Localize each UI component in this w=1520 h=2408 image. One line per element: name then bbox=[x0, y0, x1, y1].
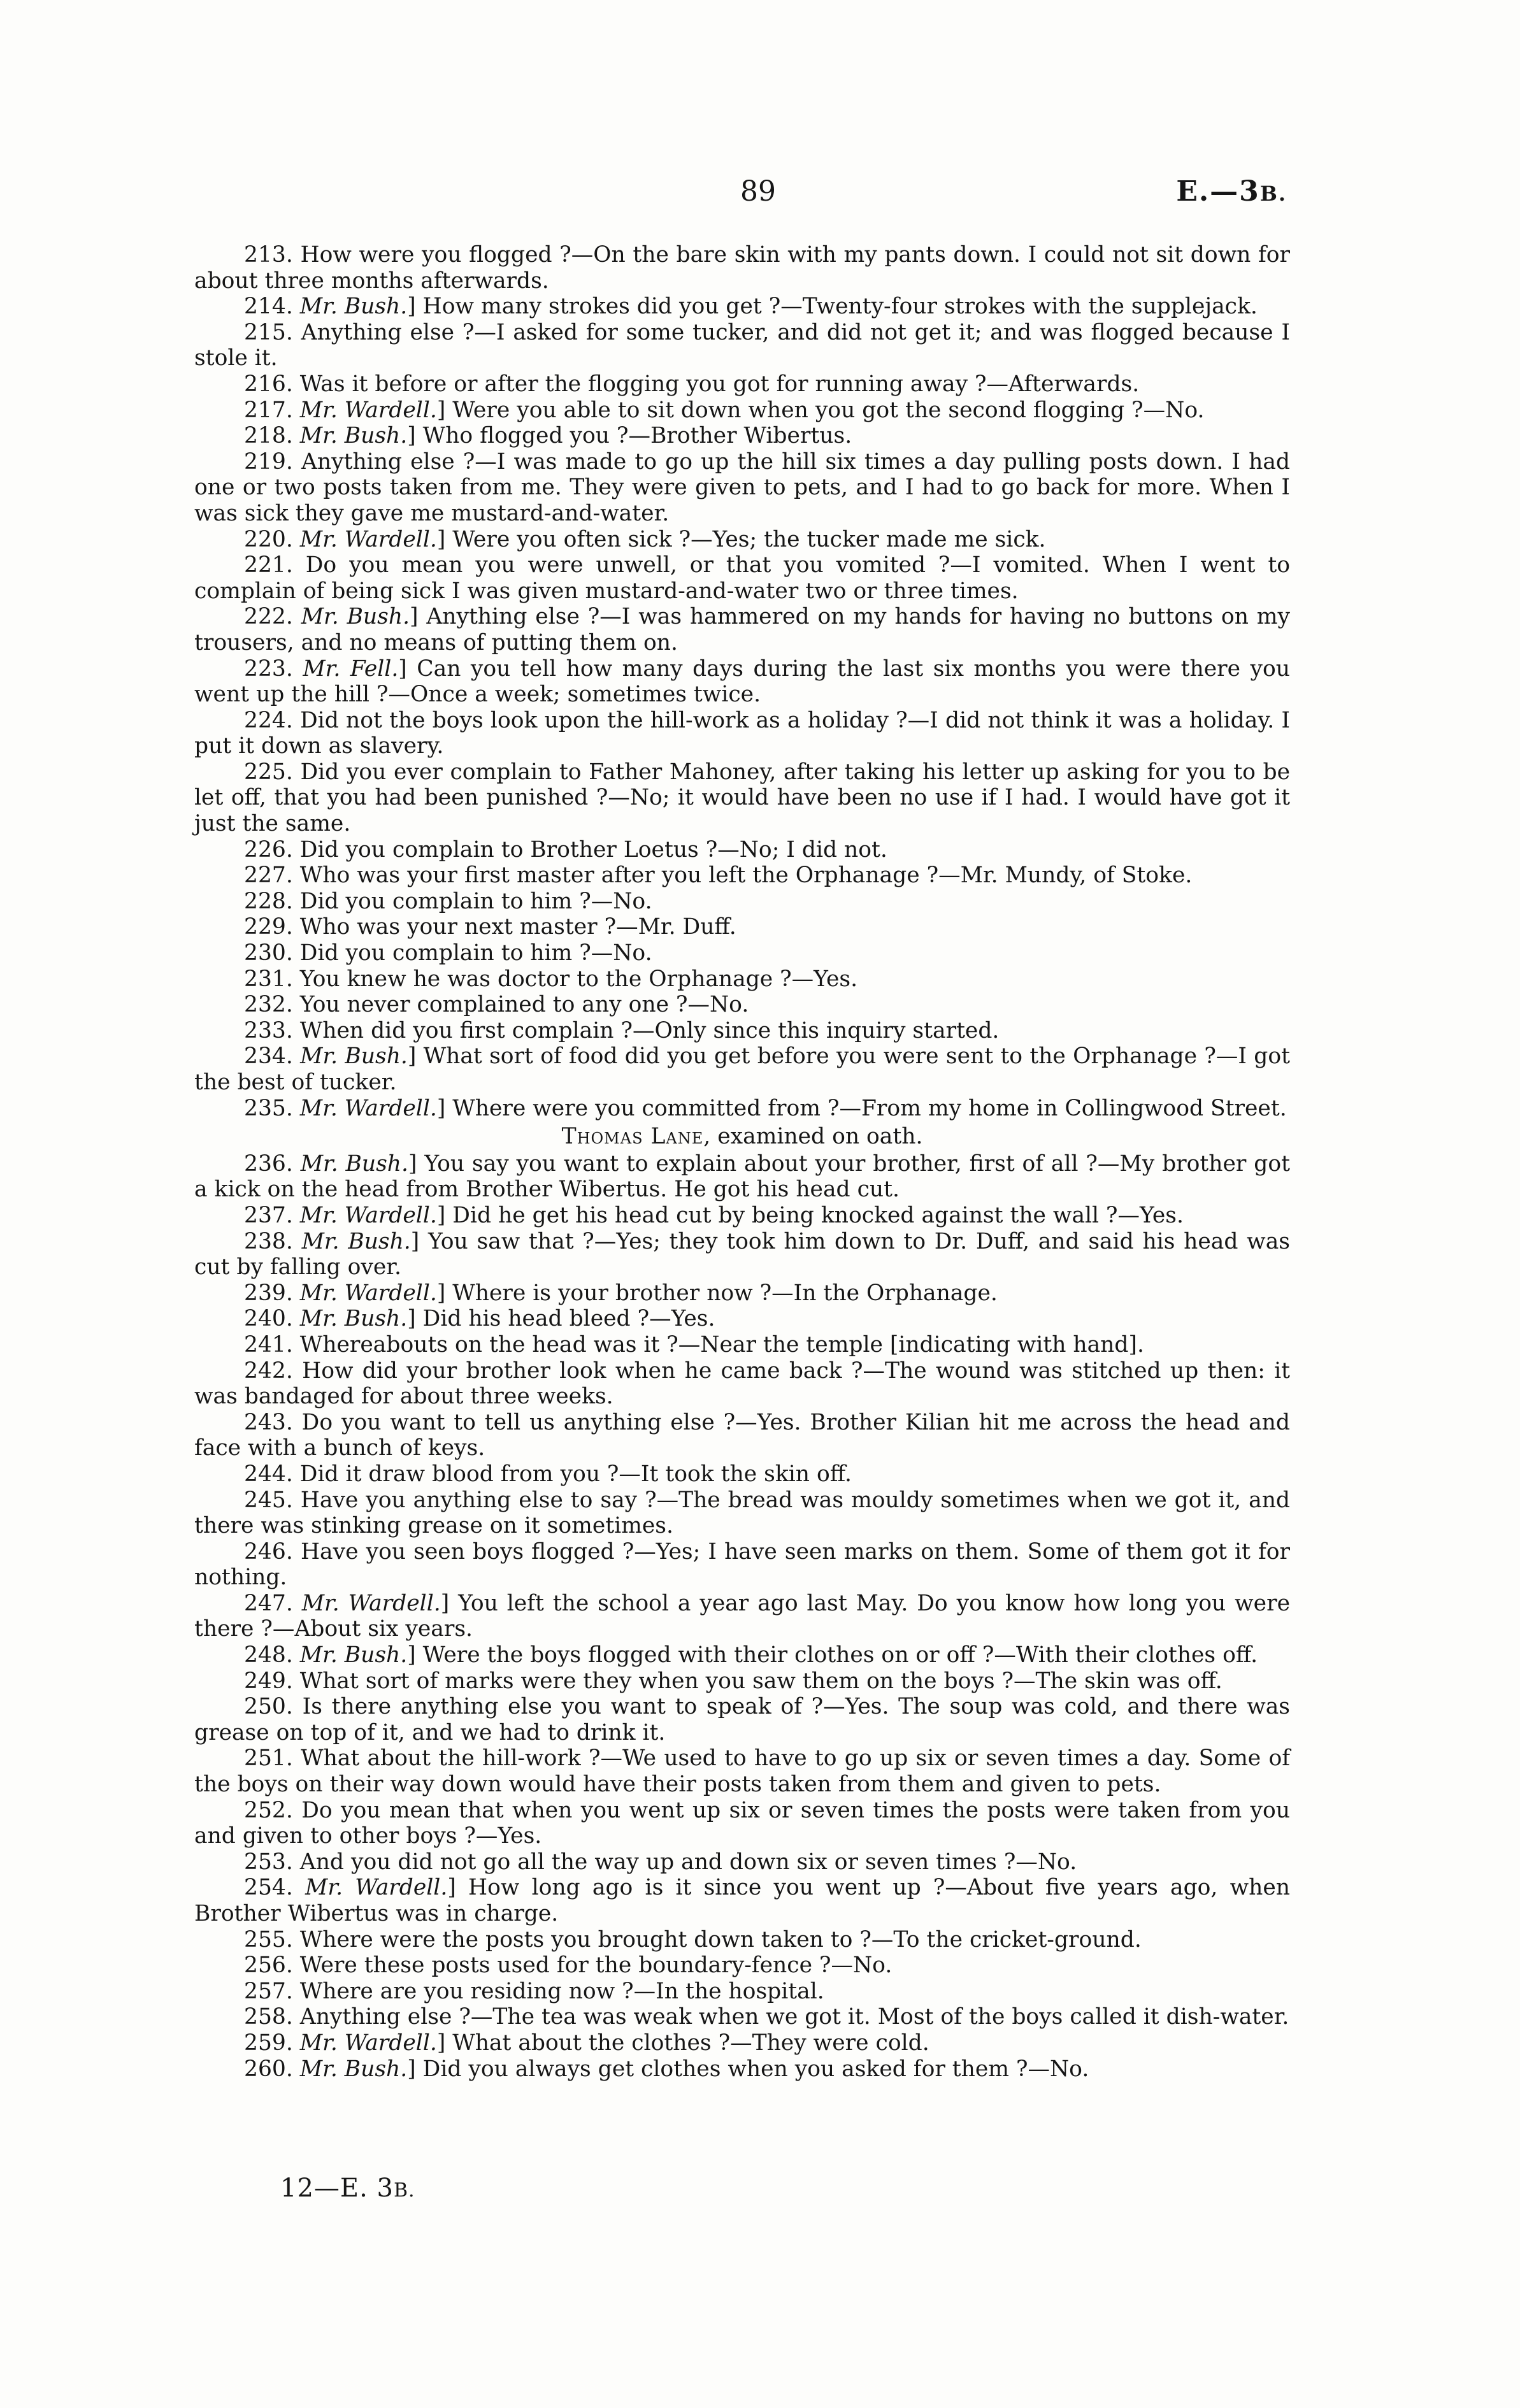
question-text: You saw that ?—Yes; they took him down to Dr. Duff, and said his head was cut by falling over. bbox=[194, 1228, 1290, 1280]
page-number: 89 bbox=[740, 175, 776, 208]
question-text: Where are you residing now ?—In the hospital. bbox=[299, 1978, 824, 2004]
speaker-name: Mr. Bush. bbox=[301, 1228, 411, 1254]
question-paragraph: 238. Mr. Bush.] You saw that ?—Yes; they took him down to Dr. Duff, and said his head was cut by falling over. bbox=[194, 1228, 1290, 1280]
question-paragraph bbox=[194, 449, 1290, 527]
speaker-name: Mr. Fell. bbox=[303, 656, 399, 682]
question-paragraph: 217. Mr. Wardell.] Were you able to sit down when you got the second flogging ?—No. bbox=[244, 397, 1205, 423]
question-number: 214. bbox=[244, 294, 293, 320]
question-number: 218. bbox=[244, 423, 293, 449]
speaker-name: Mr. Bush. bbox=[301, 604, 410, 630]
question-paragraph bbox=[194, 940, 1290, 966]
question-paragraph: 220. Mr. Wardell.] Were you often sick ?—Yes; the tucker made me sick. bbox=[244, 526, 1046, 552]
question-text: Anything else ?—I was made to go up the hill six times a day pulling posts down. I had one or two posts taken from me. They were given to pets, and I had to go back for more. When I was sick they gave me mustard-and-water. bbox=[194, 448, 1291, 526]
question-text: Anything else ?—I was hammered on my hands for having no buttons on my trousers, and no means of putting them on. bbox=[194, 604, 1290, 656]
question-paragraph bbox=[194, 371, 1290, 398]
reference-main: E.—3 bbox=[1176, 175, 1260, 208]
question-number: 232. bbox=[244, 992, 293, 1018]
question-text: Were you often sick ?—Yes; the tucker made me sick. bbox=[452, 526, 1046, 552]
question-paragraph: 247. Mr. Wardell.] You left the school a year ago last May. Do you know how long you were there ?—About six years. bbox=[194, 1590, 1290, 1642]
question-number: 236. bbox=[244, 1150, 293, 1177]
question-paragraph bbox=[194, 914, 1290, 940]
question-number: 243. bbox=[244, 1409, 293, 1435]
question-paragraph: 218. Mr. Bush.] Who flogged you ?—Brother Wibertus. bbox=[244, 423, 852, 449]
question-paragraph bbox=[194, 966, 1290, 993]
signature-mark bbox=[280, 2174, 415, 2203]
signature-small: B. bbox=[393, 2179, 415, 2202]
question-number: 237. bbox=[244, 1202, 293, 1228]
question-text: Did he get his head cut by being knocked against the wall ?—Yes. bbox=[452, 1202, 1184, 1228]
question-number: 215. bbox=[244, 319, 293, 345]
speaker-name: Mr. Wardell. bbox=[301, 1590, 441, 1616]
question-paragraph bbox=[194, 1927, 1290, 1953]
question-paragraph: 240. Mr. Bush.] Did his head bleed ?—Yes. bbox=[244, 1306, 715, 1332]
question-number: 259. bbox=[244, 2030, 293, 2056]
question-paragraph bbox=[194, 759, 1290, 837]
question-text: Do you mean that when you went up six or seven times the posts were taken from you and given to other boys ?—Yes. bbox=[194, 1797, 1290, 1849]
speaker-name: Mr. Wardell. bbox=[299, 1202, 437, 1228]
question-text: Is there anything else you want to speak of ?—Yes. The soup was cold, and there was grease on top of it, and we had to drink it. bbox=[194, 1694, 1291, 1745]
question-paragraph bbox=[194, 1539, 1290, 1591]
question-paragraph: 223. Mr. Fell.] Can you tell how many days during the last six months you were there you went up the hill ?—Once a week; sometimes twice. bbox=[194, 656, 1290, 708]
question-number: 223. bbox=[244, 656, 293, 682]
question-number: 257. bbox=[244, 1978, 293, 2004]
question-paragraph bbox=[194, 320, 1290, 371]
question-number: 228. bbox=[244, 888, 293, 914]
question-number: 239. bbox=[244, 1280, 293, 1306]
question-text: Was it before or after the flogging you got for running away ?—Afterwards. bbox=[299, 371, 1140, 397]
question-number: 216. bbox=[244, 371, 293, 397]
question-number: 233. bbox=[244, 1017, 293, 1043]
question-number: 253. bbox=[244, 1849, 293, 1875]
question-text: You left the school a year ago last May. Do you know how long you were there ?—About six years. bbox=[194, 1590, 1290, 1642]
question-number: 235. bbox=[244, 1095, 293, 1121]
question-paragraph bbox=[194, 1694, 1290, 1745]
question-number: 250. bbox=[244, 1694, 293, 1720]
question-paragraph bbox=[194, 1953, 1290, 1979]
question-paragraph bbox=[194, 1979, 1290, 2005]
question-number: 224. bbox=[244, 707, 293, 733]
question-number: 217. bbox=[244, 397, 293, 423]
question-paragraph: 239. Mr. Wardell.] Where is your brother now ?—In the Orphanage. bbox=[244, 1280, 998, 1306]
question-text: Can you tell how many days during the last six months you were there you went up the hill ?—Once a week; sometimes twice. bbox=[194, 656, 1290, 708]
question-number: 242. bbox=[244, 1358, 293, 1384]
speaker-name: Mr. Bush. bbox=[300, 1043, 408, 1070]
reference-small: B. bbox=[1259, 182, 1287, 206]
question-number: 219. bbox=[244, 448, 293, 475]
question-paragraph bbox=[194, 1358, 1290, 1410]
question-number: 226. bbox=[244, 836, 293, 863]
speaker-name: Mr. Wardell. bbox=[299, 1095, 437, 1121]
question-text: What about the clothes ?—They were cold. bbox=[452, 2030, 929, 2056]
question-text: How many strokes did you get ?—Twenty-four strokes with the supplejack. bbox=[422, 294, 1258, 320]
question-paragraph bbox=[194, 2004, 1290, 2030]
question-text: How did your brother look when he came back ?—The wound was stitched up then: it was bandaged for about three weeks. bbox=[194, 1358, 1291, 1410]
question-number: 254. bbox=[244, 1875, 293, 1901]
question-text: Did you complain to Brother Loetus ?—No; I did not. bbox=[299, 836, 887, 863]
question-paragraph bbox=[194, 889, 1290, 915]
speaker-name: Mr. Bush. bbox=[299, 2056, 408, 2082]
question-text: Anything else ?—The tea was weak when we got it. Most of the boys called it dish-water. bbox=[299, 2004, 1289, 2030]
question-text: Did not the boys look upon the hill-work as a holiday ?—I did not think it was a holiday. I put it down as slavery. bbox=[194, 707, 1290, 759]
question-paragraph bbox=[194, 1798, 1290, 1849]
question-paragraph: 236. Mr. Bush.] You say you want to explain about your brother, first of all ?—My brother got a kick on the head from Brother Wibertus. He got his head cut. bbox=[194, 1150, 1290, 1203]
question-number: 244. bbox=[244, 1461, 293, 1487]
question-paragraph: 214. Mr. Bush.] How many strokes did you get ?—Twenty-four strokes with the supplejack. bbox=[244, 294, 1258, 320]
question-paragraph: 254. Mr. Wardell.] How long ago is it since you went up ?—About five years ago, when Brother Wibertus was in charge. bbox=[194, 1875, 1290, 1926]
question-text: Did you ever complain to Father Mahoney, after taking his letter up asking for you to be let off, that you had been punished ?—No; it would have been no use if I had. I would have got it just the same. bbox=[194, 759, 1290, 837]
question-text: Where were the posts you brought down taken to ?—To the cricket-ground. bbox=[299, 1926, 1142, 1953]
question-text: Whereabouts on the head was it ?—Near the temple [indicating with hand]. bbox=[299, 1331, 1144, 1358]
question-number: 247. bbox=[244, 1590, 293, 1616]
question-number: 221. bbox=[244, 552, 293, 578]
speaker-name: Mr. Bush. bbox=[299, 423, 408, 449]
document-reference bbox=[1176, 175, 1287, 208]
question-text: Who flogged you ?—Brother Wibertus. bbox=[422, 423, 852, 449]
question-number: 229. bbox=[244, 914, 293, 940]
question-number: 230. bbox=[244, 940, 293, 966]
question-text: Have you anything else to say ?—The bread was mouldy sometimes when we got it, and there was stinking grease on it sometimes. bbox=[194, 1487, 1290, 1539]
question-text: You knew he was doctor to the Orphanage ?—Yes. bbox=[299, 966, 858, 992]
question-paragraph bbox=[194, 992, 1290, 1018]
question-paragraph bbox=[194, 1018, 1290, 1044]
question-text: How long ago is it since you went up ?—About five years ago, when Brother Wibertus was in charge. bbox=[194, 1875, 1290, 1926]
question-text: Do you want to tell us anything else ?—Yes. Brother Kilian hit me across the head and face with a bunch of keys. bbox=[194, 1409, 1290, 1461]
question-text: Where were you committed from ?—From my home in Collingwood Street. bbox=[452, 1095, 1287, 1121]
speaker-name: Mr. Wardell. bbox=[299, 397, 437, 423]
question-text: You never complained to any one ?—No. bbox=[299, 992, 749, 1018]
question-text: And you did not go all the way up and down six or seven times ?—No. bbox=[299, 1849, 1077, 1875]
question-text: Were you able to sit down when you got the second flogging ?—No. bbox=[452, 397, 1205, 423]
question-number: 240. bbox=[244, 1306, 293, 1332]
speaker-name: Mr. Wardell. bbox=[305, 1875, 448, 1901]
question-text: What about the hill-work ?—We used to have to go up six or seven times a day. Some of the boys on their way down would have their posts taken from them and given to pets. bbox=[194, 1745, 1291, 1798]
question-number: 252. bbox=[244, 1797, 293, 1823]
question-number: 213. bbox=[244, 242, 293, 268]
question-text: Do you mean you were unwell, or that you vomited ?—I vomited. When I went to complain of being sick I was given mustard-and-water two or three times. bbox=[194, 552, 1290, 604]
question-text: Where is your brother now ?—In the Orphanage. bbox=[452, 1280, 998, 1306]
question-paragraph: 237. Mr. Wardell.] Did he get his head cut by being knocked against the wall ?—Yes. bbox=[244, 1202, 1184, 1228]
speaker-name: Mr. Wardell. bbox=[299, 2030, 437, 2056]
question-paragraph: 234. Mr. Bush.] What sort of food did you get before you were sent to the Orphanage ?—I got the best of tucker. bbox=[194, 1043, 1290, 1095]
question-paragraph bbox=[194, 1410, 1290, 1461]
question-text: Were these posts used for the boundary-fence ?—No. bbox=[299, 1953, 893, 1979]
question-paragraph bbox=[194, 863, 1290, 889]
question-number: 246. bbox=[244, 1538, 293, 1565]
question-number: 227. bbox=[244, 863, 293, 889]
question-paragraph bbox=[194, 837, 1290, 863]
question-paragraph bbox=[194, 1668, 1290, 1695]
speaker-name: Mr. Bush. bbox=[300, 1150, 408, 1177]
testimony-section-2 bbox=[194, 1151, 1290, 2082]
document-body bbox=[194, 242, 1290, 2082]
question-paragraph bbox=[194, 1745, 1290, 1797]
question-paragraph: 248. Mr. Bush.] Were the boys flogged with their clothes on or off ?—With their clothes off. bbox=[244, 1642, 1258, 1668]
question-number: 248. bbox=[244, 1642, 293, 1668]
question-text: Have you seen boys flogged ?—Yes; I have seen marks on them. Some of them got it for nothing. bbox=[194, 1538, 1291, 1591]
question-text: What sort of marks were they when you saw them on the boys ?—The skin was off. bbox=[299, 1668, 1222, 1694]
question-number: 256. bbox=[244, 1953, 293, 1979]
question-paragraph bbox=[194, 1332, 1290, 1358]
question-number: 231. bbox=[244, 966, 293, 992]
speaker-name: Mr. Bush. bbox=[299, 294, 408, 320]
speaker-name: Mr. Bush. bbox=[299, 1642, 408, 1668]
signature-main: 12—E. 3 bbox=[280, 2174, 394, 2203]
question-text: Did his head bleed ?—Yes. bbox=[422, 1306, 715, 1332]
question-paragraph bbox=[194, 708, 1290, 759]
question-text: Did you complain to him ?—No. bbox=[299, 888, 652, 914]
question-number: 245. bbox=[244, 1487, 293, 1513]
question-paragraph bbox=[194, 552, 1290, 604]
question-number: 255. bbox=[244, 1926, 293, 1953]
testimony-section-1 bbox=[194, 242, 1290, 1121]
question-number: 220. bbox=[244, 526, 293, 552]
question-paragraph: 222. Mr. Bush.] Anything else ?—I was hammered on my hands for having no buttons on my trousers, and no means of putting them on. bbox=[194, 604, 1290, 656]
heading-rest: , examined on oath. bbox=[703, 1124, 923, 1150]
speaker-name: Mr. Bush. bbox=[299, 1306, 408, 1332]
question-paragraph bbox=[194, 1849, 1290, 1875]
question-number: 258. bbox=[244, 2004, 293, 2030]
speaker-name: Mr. Wardell. bbox=[299, 526, 437, 552]
witness-name: Thomas Lane bbox=[561, 1124, 704, 1150]
question-paragraph bbox=[194, 242, 1290, 294]
question-paragraph: 235. Mr. Wardell.] Where were you committed from ?—From my home in Collingwood Street. bbox=[244, 1095, 1287, 1121]
question-paragraph: 259. Mr. Wardell.] What about the clothes ?—They were cold. bbox=[244, 2030, 929, 2056]
question-text: Did it draw blood from you ?—It took the skin off. bbox=[299, 1461, 852, 1487]
question-text: Who was your first master after you left the Orphanage ?—Mr. Mundy, of Stoke. bbox=[299, 863, 1193, 889]
question-paragraph bbox=[194, 1487, 1290, 1539]
question-number: 251. bbox=[244, 1745, 293, 1772]
speaker-name: Mr. Wardell. bbox=[299, 1280, 437, 1306]
question-text: What sort of food did you get before you were sent to the Orphanage ?—I got the best of tucker. bbox=[194, 1043, 1290, 1095]
question-number: 222. bbox=[244, 604, 293, 630]
question-number: 225. bbox=[244, 759, 293, 785]
question-text: Anything else ?—I asked for some tucker, and did not get it; and was flogged because I stole it. bbox=[194, 319, 1291, 371]
question-number: 241. bbox=[244, 1331, 293, 1358]
question-number: 238. bbox=[244, 1228, 293, 1254]
question-paragraph bbox=[194, 1461, 1290, 1487]
question-text: Did you complain to him ?—No. bbox=[299, 940, 652, 966]
question-text: Who was your next master ?—Mr. Duff. bbox=[299, 914, 736, 940]
question-number: 260. bbox=[244, 2056, 293, 2082]
question-text: Did you always get clothes when you asked for them ?—No. bbox=[422, 2056, 1089, 2082]
question-paragraph: 260. Mr. Bush.] Did you always get clothes when you asked for them ?—No. bbox=[244, 2056, 1089, 2082]
question-number: 234. bbox=[244, 1043, 293, 1070]
section-heading bbox=[194, 1124, 1290, 1150]
question-text: Were the boys flogged with their clothes on or off ?—With their clothes off. bbox=[422, 1642, 1258, 1668]
question-text: When did you first complain ?—Only since this inquiry started. bbox=[299, 1017, 1000, 1043]
question-number: 249. bbox=[244, 1668, 293, 1694]
question-text: You say you want to explain about your brother, first of all ?—My brother got a kick on the head from Brother Wibertus. He got his head cut. bbox=[194, 1150, 1290, 1203]
question-text: How were you flogged ?—On the bare skin with my pants down. I could not sit down for about three months afterwards. bbox=[194, 242, 1291, 294]
